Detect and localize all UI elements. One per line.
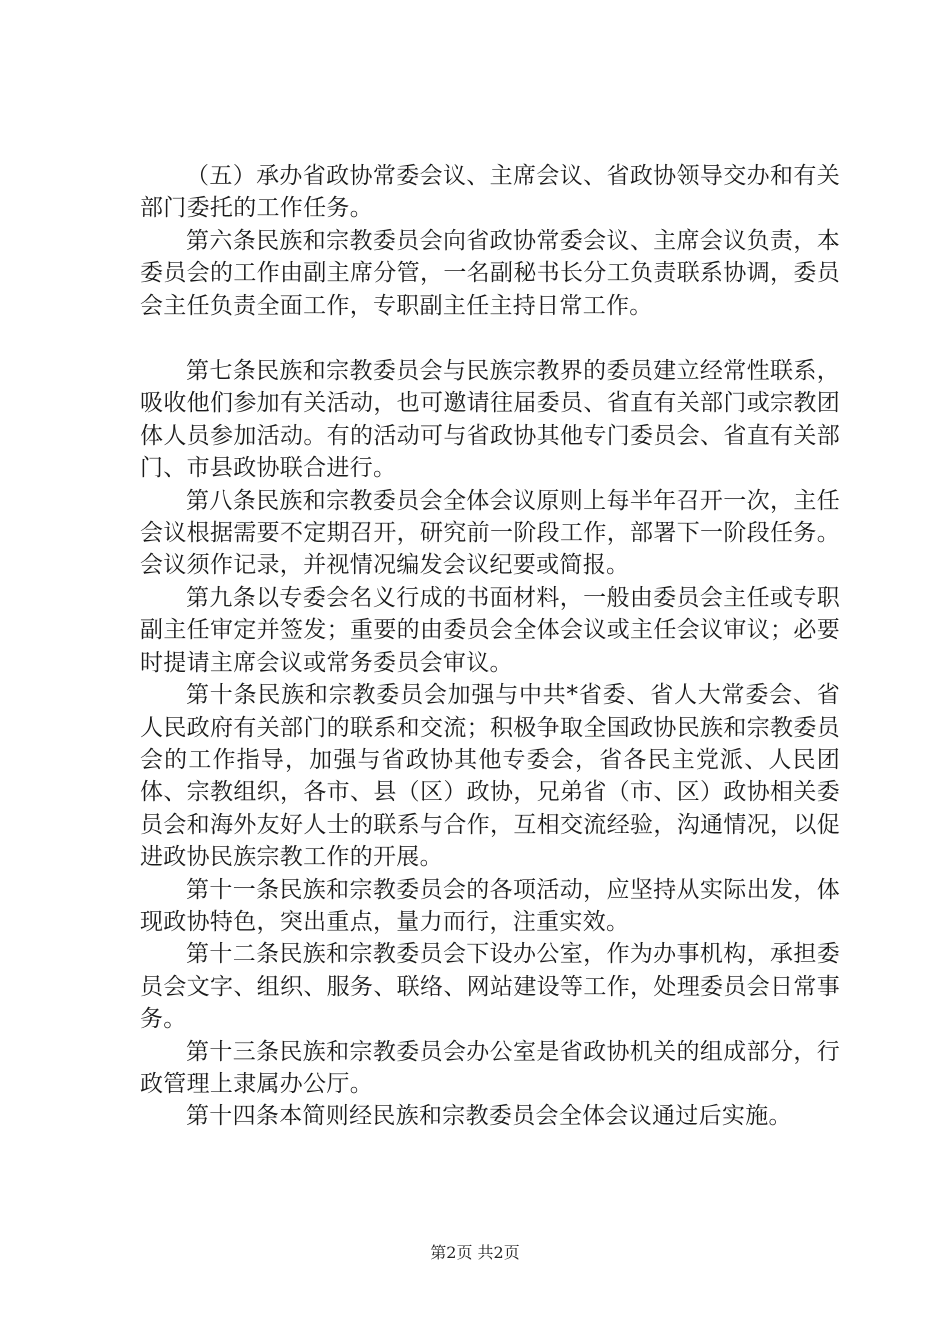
article-7: 第七条民族和宗教委员会与民族宗教界的委员建立经常性联系，吸收他们参加有关活动，也可邀请往届委员、省直有关部门或宗教团体人员参加活动。有的活动可与省政协其他专门委员会、省直有关部门、市县政协联合进行。 (140, 358, 840, 482)
page-number-footer: 第2页 共2页 (430, 1243, 520, 1262)
article-14: 第十四条本简则经民族和宗教委员会全体会议通过后实施。 (186, 1103, 792, 1130)
article-11: 第十一条民族和宗教委员会的各项活动，应坚持从实际出发，体现政协特色，突出重点，量力而行，注重实效。 (140, 876, 840, 935)
article-13: 第十三条民族和宗教委员会办公室是省政协机关的组成部分，行政管理上隶属办公厅。 (140, 1038, 840, 1097)
article-12: 第十二条民族和宗教委员会下设办公室，作为办事机构，承担委员会文字、组织、服务、联络、网站建设等工作，处理委员会日常事务。 (140, 941, 840, 1033)
document-body (140, 160, 840, 1133)
article-8: 第八条民族和宗教委员会全体会议原则上每半年召开一次，主任会议根据需要不定期召开，研究前一阶段工作，部署下一阶段任务。会议须作记录，并视情况编发会议纪要或简报。 (140, 487, 840, 579)
article-6: 第六条民族和宗教委员会向省政协常委会议、主席会议负责，本委员会的工作由副主席分管，一名副秘书长分工负责联系协调，委员会主任负责全面工作，专职副主任主持日常工作。 (140, 227, 840, 319)
article-9: 第九条以专委会名义行成的书面材料，一般由委员会主任或专职副主任审定并签发；重要的由委员会全体会议或主任会议审议；必要时提请主席会议或常务委员会审议。 (140, 584, 840, 676)
paragraph-gap (140, 322, 840, 355)
article-10: 第十条民族和宗教委员会加强与中共*省委、省人大常委会、省人民政府有关部门的联系和交流；积极争取全国政协民族和宗教委员会的工作指导，加强与省政协其他专委会，省各民主党派、人民团体、宗教组织，各市、县（区）政协，兄弟省（市、区）政协相关委员会和海外友好人士的联系与合作，互相交流经验，沟通情况，以促进政协民族宗教工作的开展。 (140, 682, 840, 871)
paragraph-item-5: （五）承办省政协常委会议、主席会议、省政协领导交办和有关部门委托的工作任务。 (140, 163, 840, 222)
